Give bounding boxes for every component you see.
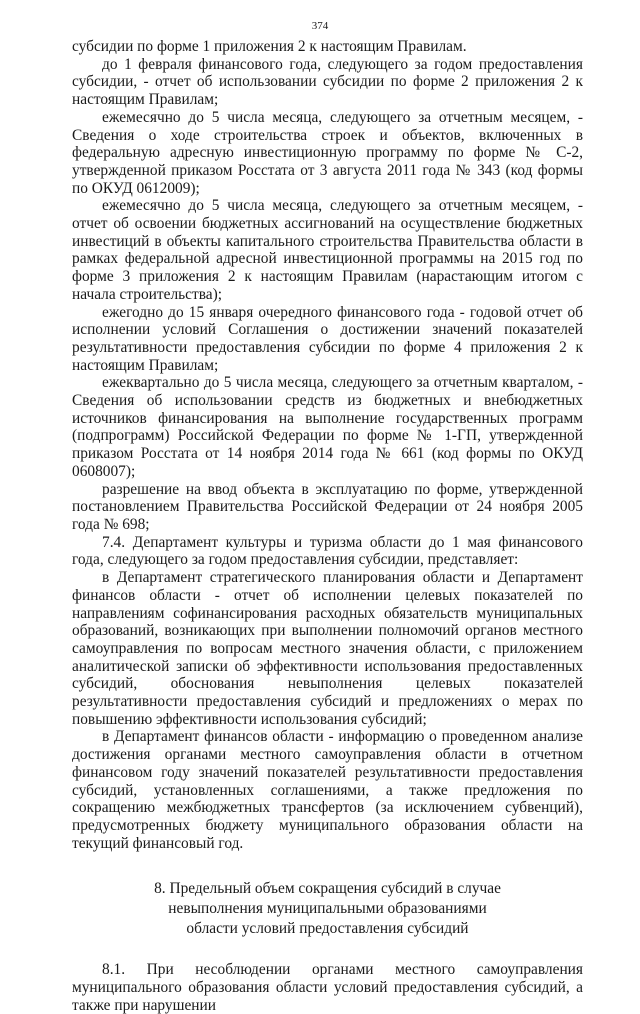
section-heading-line: 8. Предельный объем сокращения субсидий в случае — [154, 880, 501, 898]
paragraph-strategic-planning-report: в Департамент стратегического планирования области и Департамент финансов области - отчет об исполнении целевых показателей по направлениям софинансирования расходных обязательств муниципальных образований, возникающих при выполнении полномочий органов местного самоуправления по вопросам местного значения области, с приложением аналитической записки об эффективности использования предоставленных субсидий, обоснования невыполнения целевых показателей результативности предоставления субсидий и предложениях о мерах по повышению эффективности использования субсидий; — [72, 569, 583, 728]
paragraph-monthly-construction-info: ежемесячно до 5 числа месяца, следующего за отчетным месяцем, - Сведения о ходе строительства строек и объектов, включенных в федеральную адресную инвестиционную программу по форме № С-2, утвержденной приказом Росстата от 3 августа 2011 года № 343 (код формы по ОКУД 0612009); — [72, 108, 583, 197]
paragraph-quarterly-funding-info: ежеквартально до 5 числа месяца, следующего за отчетным кварталом, - Сведения об использовании средств из бюджетных и внебюджетных источников финансирования на выполнение государственных программ (подпрограмм) Российской Федерации по форме № 1-ГП, утвержденной приказом Росстата от 14 ноября 2014 года № 661 (код формы по ОКУД 0608007); — [72, 374, 583, 480]
section-heading — [72, 879, 583, 939]
section-heading-line: невыполнения муниципальными образованиями — [168, 900, 487, 918]
section-heading-line: области условий предоставления субсидий — [186, 920, 469, 938]
paragraph-clause-8-1: 8.1. При несоблюдении органами местного самоуправления муниципального образования области условий предоставления субсидий, а также при нарушении — [72, 961, 583, 1014]
page-number: 374 — [311, 20, 329, 32]
paragraph-finance-department-info: в Департамент финансов области - информацию о проведенном анализе достижения органами местного самоуправления области в отчетном финансовом году значений показателей результативности предоставления субсидий, установленных соглашениями, а также предложения по сокращению межбюджетных трансфертов (за исключением субвенций), предусмотренных бюджету муниципального образования области на текущий финансовый год. — [72, 728, 583, 852]
paragraph-annual-report-deadline: до 1 февраля финансового года, следующего за годом предоставления субсидии, - отчет об использовании субсидии по форме 2 приложения 2 к настоящим Правилам; — [72, 55, 583, 109]
paragraph-annual-agreement-report: ежегодно до 15 января очередного финансового года - годовой отчет об исполнении условий Соглашения о достижении значений показателей результативности предоставления субсидии по форме 4 приложения 2 к настоящим Правилам; — [72, 303, 583, 374]
document-body — [72, 38, 583, 1014]
paragraph-monthly-budget-report: ежемесячно до 5 числа месяца, следующего за отчетным месяцем, - отчет об освоении бюджетных ассигнований на осуществление бюджетных инвестиций в объекты капитального строительства Правительства области в рамках федеральной адресной инвестиционной программы на 2015 год по форме 3 приложения 2 к настоящим Правилам (нарастающим итогом с начала строительства); — [72, 197, 583, 303]
paragraph-commissioning-permit: разрешение на ввод объекта в эксплуатацию по форме, утвержденной постановлением Правительства Российской Федерации от 24 ноября 2005 года № 698; — [72, 480, 583, 533]
paragraph-clause-7-4: 7.4. Департамент культуры и туризма области до 1 мая финансового года, следующего за годом предоставления субсидии, представляет: — [72, 533, 583, 569]
paragraph-continuation: субсидии по форме 1 приложения 2 к настоящим Правилам. — [72, 38, 467, 55]
